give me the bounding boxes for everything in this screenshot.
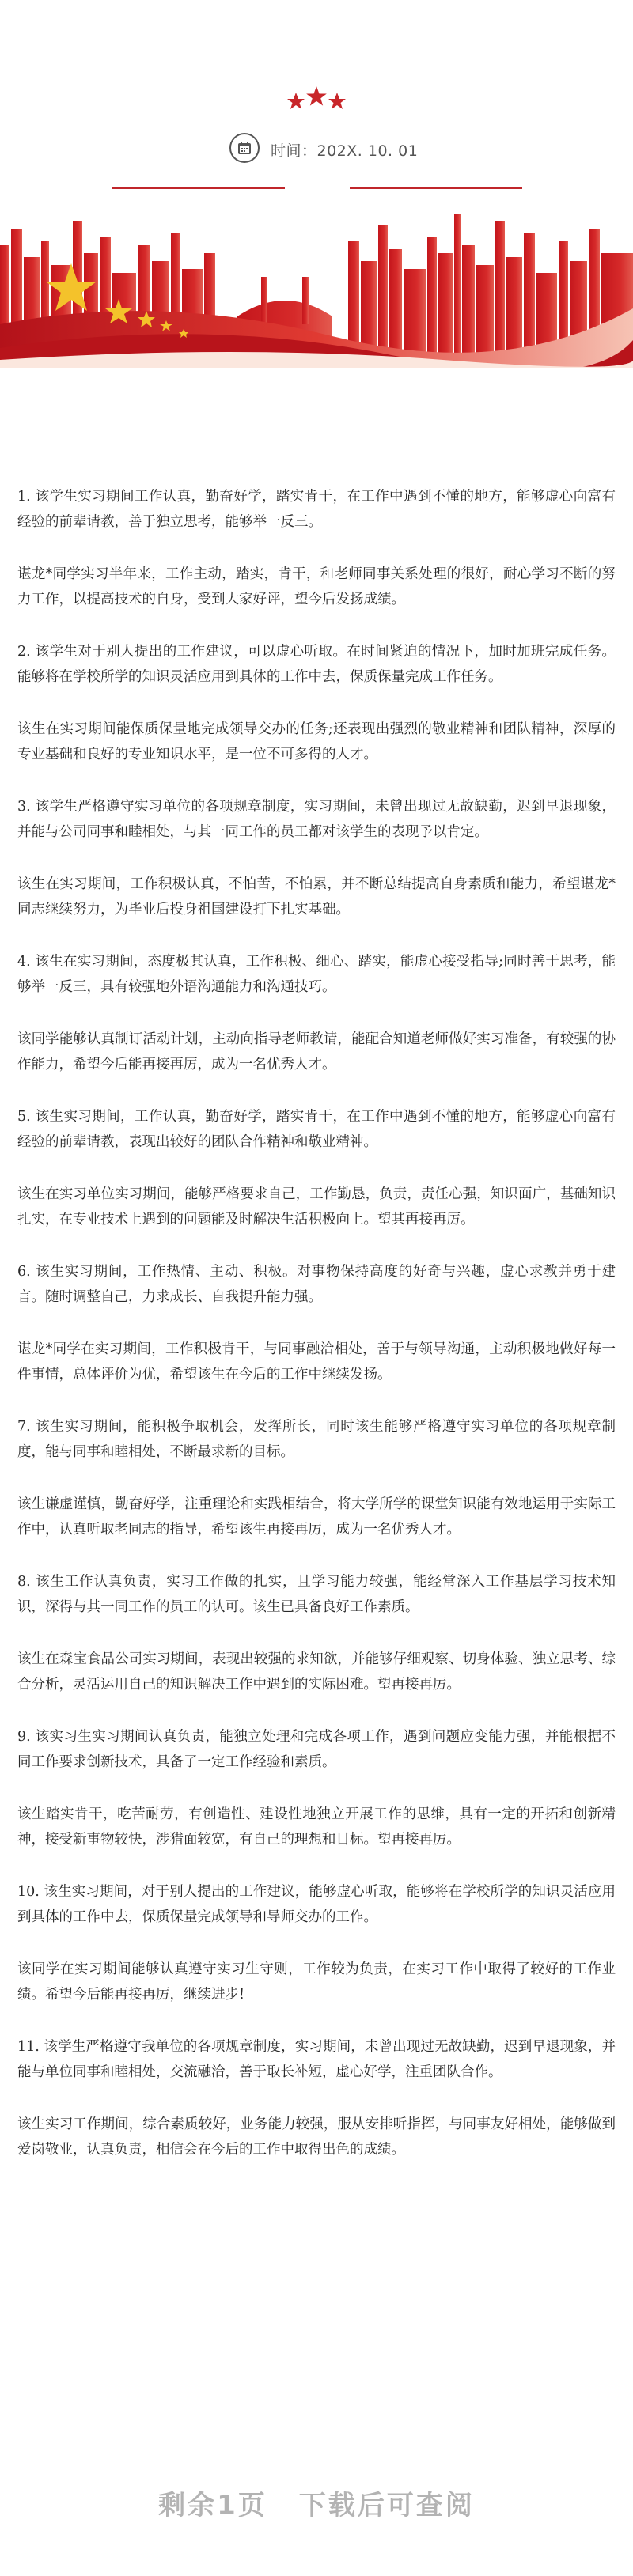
paragraph: 谌龙*同学实习半年来，工作主动，踏实，肯干，和老师同事关系处理的很好，耐心学习不断的努力工作，以提高技术的自身，受到大家好评，望今后发扬成绩。 (17, 566, 616, 607)
paragraph: 7. 该生实习期间，能积极争取机会，发挥所长，同时该生能够严格遵守实习单位的各项规章制度，能与同事和睦相处，不断最求新的目标。 (17, 1419, 616, 1460)
paragraph: 8. 该生工作认真负责，实习工作做的扎实，且学习能力较强，能经常深入工作基层学习技术知识，深得与其一同工作的员工的认可。该生已具备良好工作素质。 (17, 1574, 616, 1615)
divider-line-right (350, 187, 522, 189)
star-icon (328, 92, 347, 111)
paragraph: 该生在实习期间能保质保量地完成领导交办的任务;还表现出强烈的敬业精神和团队精神，深厚的专业基础和良好的专业知识水平，是一位不可多得的人才。 (17, 721, 616, 762)
stars-divider (0, 85, 633, 117)
paragraph: 10. 该生实习期间，对于别人提出的工作建议，能够虚心听取，能够将在学校所学的知识灵活应用到具体的工作中去，保质保量完成领导和导师交办的工作。 (17, 1884, 616, 1925)
paragraph: 11. 该学生严格遵守我单位的各项规章制度，实习期间，未曾出现过无故缺勤，迟到早退现象，并能与单位同事和睦相处，交流融洽，善于取长补短，虚心好学，注重团队合作。 (17, 2039, 616, 2080)
paragraph: 谌龙*同学在实习期间，工作积极肯干，与同事融洽相处，善于与领导沟通，主动积极地做好每一件事情，总体评价为优，希望该生在今后的工作中继续发扬。 (17, 1341, 616, 1383)
skyline-banner (0, 198, 633, 368)
divider-line-left (112, 187, 285, 189)
remaining-pages-label: 剩余1页 (158, 2490, 267, 2521)
paragraph: 该同学能够认真制订活动计划，主动向指导老师教请，能配合知道老师做好实习准备，有较强的协作能力，希望今后能再接再厉，成为一名优秀人才。 (17, 1031, 616, 1072)
paragraph: 该生在森宝食品公司实习期间，表现出较强的求知欲，并能够仔细观察、切身体验、独立思考、综合分析，灵活运用自己的知识解决工作中遇到的实际困难。望再接再厉。 (17, 1651, 616, 1693)
download-label[interactable]: 下载后可查阅 (298, 2490, 475, 2521)
paragraph: 该生谦虚谨慎，勤奋好学，注重理论和实践相结合，将大学所学的课堂知识能有效地运用于实际工作中，认真听取老同志的指导，希望该生再接再厉，成为一名优秀人才。 (17, 1496, 616, 1538)
calendar-icon (229, 133, 260, 163)
paragraph: 该生在实习期间，工作积极认真，不怕苦，不怕累，并不断总结提高自身素质和能力，希望谌龙*同志继续努力，为毕业后投身祖国建设打下扎实基础。 (17, 876, 616, 917)
paragraph: 该同学在实习期间能够认真遵守实习生守则，工作较为负责，在实习工作中取得了较好的工作业绩。希望今后能再接再厉，继续进步! (17, 1961, 616, 2003)
download-prompt[interactable] (0, 2483, 633, 2547)
document-body (17, 484, 616, 2189)
paragraph: 该生在实习单位实习期间，能够严格要求自己，工作勤恳，负责，责任心强，知识面广，基础知识扎实，在专业技术上遇到的问题能及时解决生活积极向上。望其再接再厉。 (17, 1186, 616, 1227)
paragraph: 1. 该学生实习期间工作认真，勤奋好学，踏实肯干，在工作中遇到不懂的地方，能够虚心向富有经验的前辈请教，善于独立思考，能够举一反三。 (17, 489, 616, 530)
date-row (0, 133, 633, 165)
star-icon (286, 92, 305, 111)
paragraph: 9. 该实习生实习期间认真负责，能独立处理和完成各项工作，遇到问题应变能力强，并能根据不同工作要求创新技术，具备了一定工作经验和素质。 (17, 1729, 616, 1770)
paragraph: 4. 该生在实习期间，态度极其认真，工作积极、细心、踏实，能虚心接受指导;同时善于思考，能够举一反三，具有较强地外语沟通能力和沟通技巧。 (17, 954, 616, 995)
paragraph: 3. 该学生严格遵守实习单位的各项规章制度，实习期间，未曾出现过无故缺勤，迟到早退现象，并能与公司同事和睦相处，与其一同工作的员工都对该学生的表现予以肯定。 (17, 799, 616, 840)
paragraph: 6. 该生实习期间，工作热情、主动、积极。对事物保持高度的好奇与兴趣，虚心求教并勇于建言。随时调整自己，力求成长、自我提升能力强。 (17, 1264, 616, 1305)
date-label: 时间：202X. 10. 01 (271, 142, 419, 160)
paragraph: 5. 该生实习期间，工作认真，勤奋好学，踏实肯干，在工作中遇到不懂的地方，能够虚心向富有经验的前辈请教，表现出较好的团队合作精神和敬业精神。 (17, 1109, 616, 1150)
paragraph: 该生实习工作期间，综合素质较好，业务能力较强，服从安排听指挥，与同事友好相处，能够做到爱岗敬业，认真负责，相信会在今后的工作中取得出色的成绩。 (17, 2116, 616, 2158)
paragraph: 2. 该学生对于别人提出的工作建议，可以虚心听取。在时间紧迫的情况下，加时加班完成任务。能够将在学校所学的知识灵活应用到具体的工作中去，保质保量完成工作任务。 (17, 644, 616, 685)
paragraph: 该生踏实肯干，吃苦耐劳，有创造性、建设性地独立开展工作的思维，具有一定的开拓和创新精神，接受新事物较快，涉猎面较宽，有自己的理想和目标。望再接再厉。 (17, 1806, 616, 1848)
star-icon (305, 85, 328, 108)
page-header (0, 0, 633, 372)
